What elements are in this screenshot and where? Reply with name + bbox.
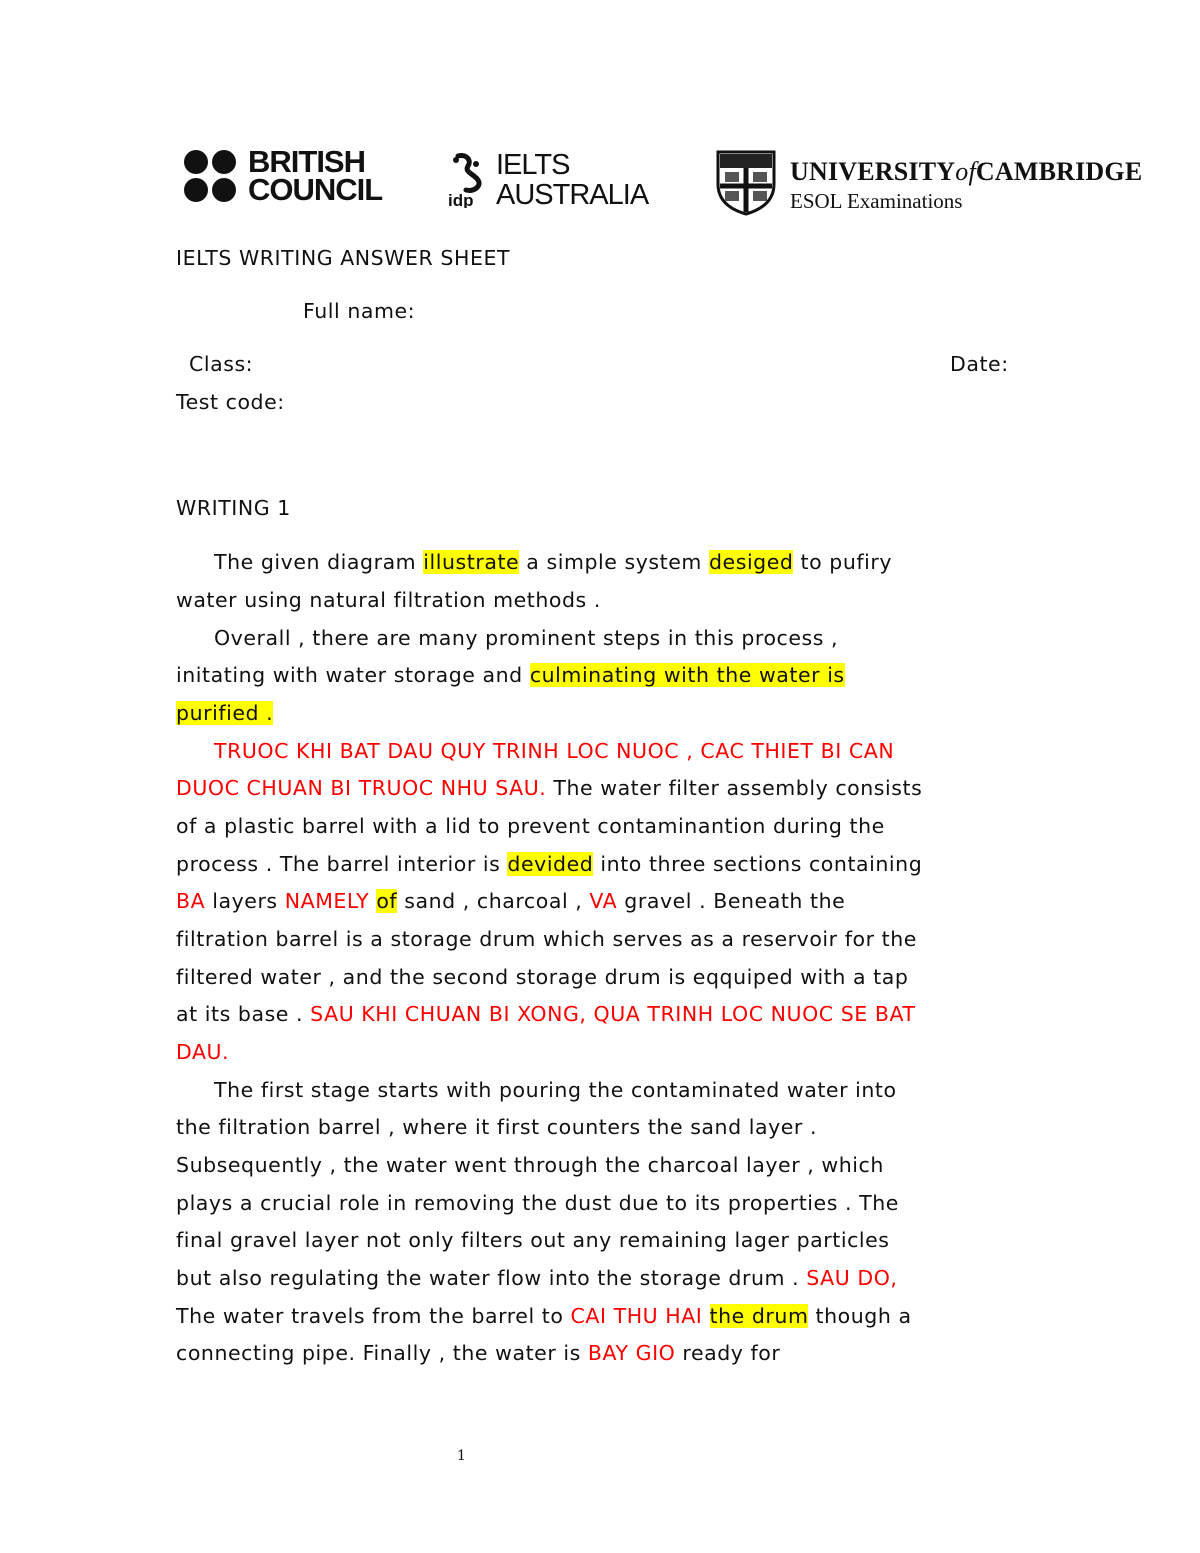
essay-line <box>176 588 601 612</box>
essay-line <box>176 1153 884 1177</box>
essay-text: connecting pipe. Finally , the water is <box>176 1341 588 1365</box>
highlighted-text: culminating with the water is <box>529 663 845 687</box>
british-council-line1: BRITISH <box>248 144 365 179</box>
red-annotation-text: TRUOC KHI BAT DAU QUY TRINH LOC NUOC , CAC THIET BI CAN <box>214 739 895 763</box>
essay-text: gravel . Beneath the <box>617 889 846 913</box>
red-annotation-text: SAU KHI CHUAN BI XONG, QUA TRINH LOC NUOC SE BAT <box>310 1002 916 1026</box>
essay-text: at its base . <box>176 1002 311 1026</box>
essay-text: The first stage starts with pouring the contaminated water into <box>214 1078 897 1102</box>
essay-line <box>176 814 885 838</box>
essay-line <box>176 1040 229 1064</box>
essay-text: The given diagram <box>214 550 424 574</box>
essay-line <box>214 1078 897 1102</box>
red-annotation-text: DAU. <box>176 1040 230 1064</box>
red-annotation-text: SAU DO, <box>806 1266 898 1290</box>
essay-text: filtered water , and the second storage drum is eqquiped with a tap <box>176 965 909 989</box>
essay-text: layers <box>205 889 285 913</box>
page-number: 1 <box>457 1448 466 1464</box>
logo-bar <box>176 140 1143 230</box>
section-title: WRITING 1 <box>176 496 291 520</box>
essay-line <box>176 1341 780 1365</box>
highlighted-text: desiged <box>708 550 794 574</box>
cambridge-subtitle: ESOL Examinations <box>790 188 963 213</box>
essay-text: though a <box>808 1304 912 1328</box>
essay-line <box>176 1304 912 1328</box>
highlighted-text: devided <box>507 852 594 876</box>
highlighted-text: purified . <box>176 701 274 725</box>
test-code-label: Test code: <box>176 390 285 414</box>
cambridge-esol-logo <box>716 150 1142 220</box>
essay-line <box>176 1002 916 1026</box>
essay-text: initating with water storage and <box>176 663 530 687</box>
red-annotation-text: CAI THU HAI <box>570 1304 703 1328</box>
essay-text: into three sections containing <box>593 852 923 876</box>
highlighted-text: of <box>376 889 398 913</box>
british-council-logo <box>184 144 383 207</box>
essay-line <box>176 701 273 725</box>
highlighted-text: the drum <box>709 1304 809 1328</box>
essay-line <box>176 889 845 913</box>
full-name-label: Full name: <box>303 299 416 323</box>
essay-line <box>176 1228 890 1252</box>
essay-line <box>176 927 917 951</box>
essay-text: ready for <box>675 1341 781 1365</box>
red-annotation-text: VA <box>589 889 618 913</box>
highlighted-text: illustrate <box>423 550 520 574</box>
essay-text: water using natural filtration methods . <box>176 588 601 612</box>
essay-text: final gravel layer not only filters out any remaining lager particles <box>176 1228 890 1252</box>
essay-text: the filtration barrel , where it first counters the sand layer . <box>176 1115 818 1139</box>
essay-text: The water travels from the barrel to <box>176 1304 571 1328</box>
red-annotation-text: BAY GIO <box>587 1341 676 1365</box>
essay-text: filtration barrel is a storage drum which serves as a reservoir for the <box>176 927 917 951</box>
essay-text: but also regulating the water flow into the storage drum . <box>176 1266 807 1290</box>
red-annotation-text: BA <box>176 889 206 913</box>
idp-label: idp <box>448 191 474 208</box>
essay-line <box>176 776 922 800</box>
cambridge-shield-icon <box>716 150 776 220</box>
ielts-line2: AUSTRALIA <box>496 179 649 211</box>
essay-text: a simple system <box>519 550 709 574</box>
essay-text: The water filter assembly consists <box>546 776 923 800</box>
essay-text: plays a crucial role in removing the dust due to its properties . The <box>176 1191 899 1215</box>
date-label: Date: <box>950 352 1009 376</box>
essay-line <box>176 1191 899 1215</box>
red-annotation-text: DUOC CHUAN BI TRUOC NHU SAU. <box>176 776 547 800</box>
essay-text: Subsequently , the water went through the charcoal layer , which <box>176 1153 884 1177</box>
essay-line <box>176 663 845 687</box>
cambridge-title: UNIVERSITYofCAMBRIDGE <box>790 156 1143 186</box>
idp-globe-icon <box>448 152 486 208</box>
essay-line <box>214 550 892 574</box>
essay-text: process . The barrel interior is <box>176 852 508 876</box>
essay-text: to pufiry <box>793 550 893 574</box>
essay-line <box>176 965 908 989</box>
essay-text: of a plastic barrel with a lid to prevent contaminantion during the <box>176 814 885 838</box>
essay-text: Overall , there are many prominent steps in this process , <box>214 626 839 650</box>
class-label: Class: <box>189 352 254 376</box>
essay-line <box>214 626 838 650</box>
red-annotation-text: NAMELY <box>284 889 370 913</box>
ielts-australia-logo <box>448 150 648 210</box>
ielts-line1: IELTS <box>496 149 570 181</box>
essay-text <box>702 1304 709 1328</box>
sheet-title: IELTS WRITING ANSWER SHEET <box>176 246 511 270</box>
essay-line <box>176 1115 817 1139</box>
british-council-dots-icon <box>184 150 236 202</box>
essay-line <box>176 1266 897 1290</box>
essay-line <box>214 739 894 763</box>
essay-text: sand , charcoal , <box>397 889 590 913</box>
essay-line <box>176 852 922 876</box>
british-council-line2: COUNCIL <box>248 172 383 207</box>
